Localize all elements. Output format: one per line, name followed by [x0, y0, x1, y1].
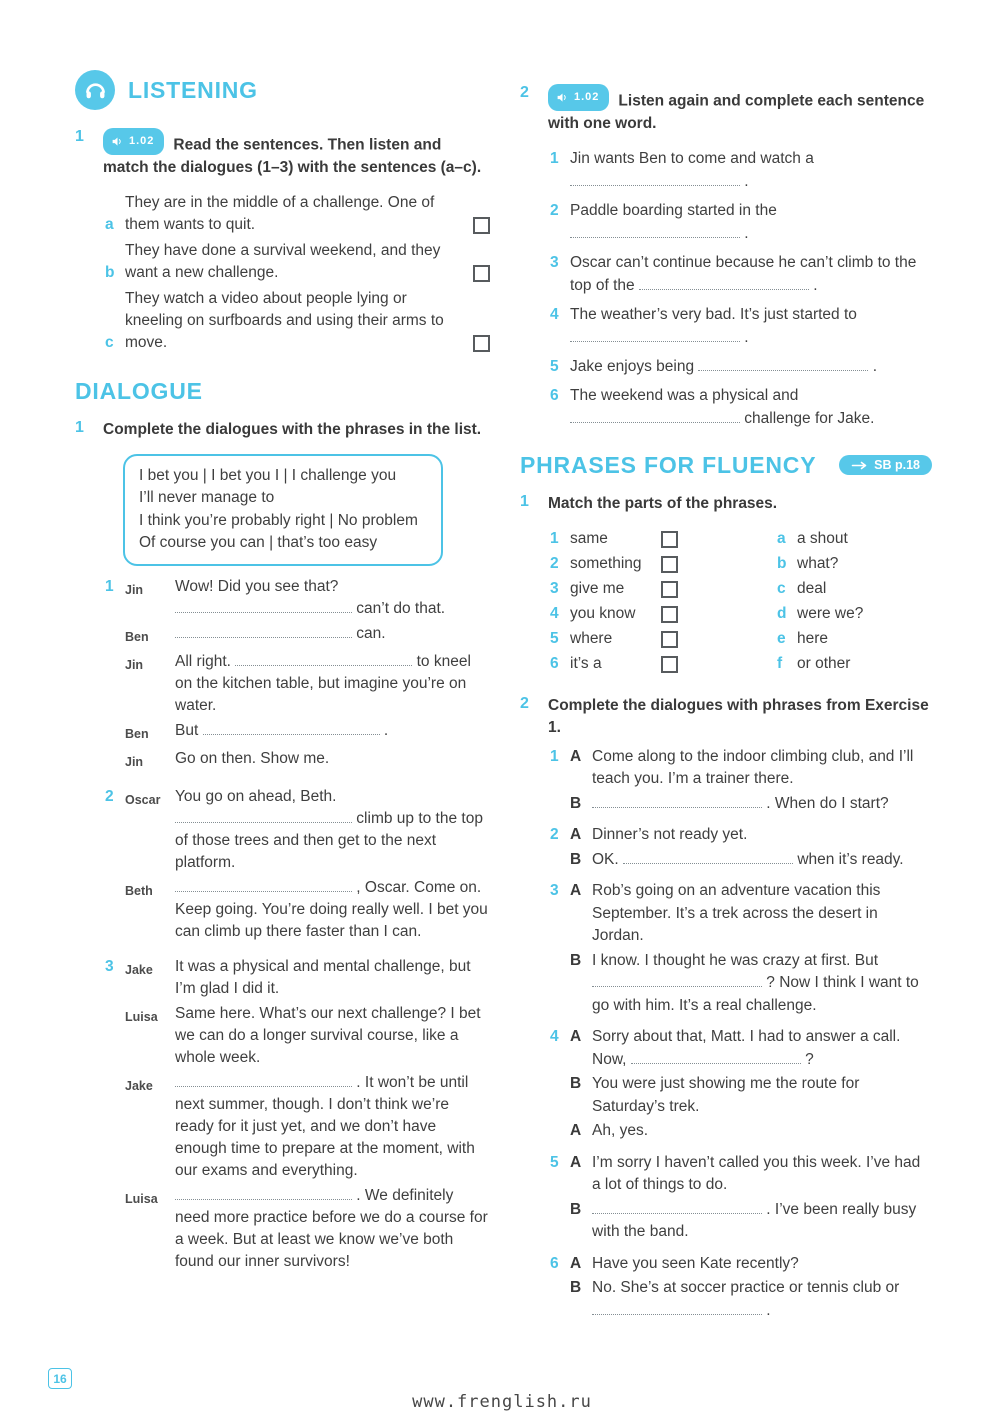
page-number: 16: [48, 1368, 72, 1389]
answer-checkbox[interactable]: [661, 556, 678, 573]
mini-dialogue: [520, 1152, 932, 1246]
match-item-text: it’s a: [570, 655, 602, 672]
mini-dialogue-line: [570, 849, 932, 872]
dialogue-line: [125, 1003, 490, 1069]
exercise-instruction: [103, 128, 490, 179]
dialogue-line: [125, 1185, 490, 1273]
speaker-role: A: [570, 1122, 582, 1139]
answer-checkbox[interactable]: [661, 656, 678, 673]
dialogue-number: 2: [550, 826, 559, 843]
match-item-number: 3: [550, 580, 559, 597]
gap-sentence: [520, 384, 932, 430]
speaker-role: B: [570, 951, 582, 969]
sentence-number: 2: [550, 201, 559, 219]
answer-blank[interactable]: [175, 600, 352, 613]
dialogue-text: Have you seen Kate recently?: [592, 1254, 799, 1272]
mini-dialogue-line: [570, 1026, 932, 1071]
instruction-text: Complete the dialogues with phrases from Exercise 1.: [548, 696, 929, 736]
sentence-number: 6: [550, 386, 559, 404]
exercise-number: 1: [75, 418, 84, 436]
dialogue-line: [125, 956, 490, 1000]
audio-track-number: 1.02: [129, 135, 155, 147]
dialogue-text: Dinner’s not ready yet.: [592, 826, 748, 843]
right-column: [520, 0, 932, 1324]
dialogue-text: I’m sorry I haven’t called you this week. I’ve had a lot of things to do.: [592, 1153, 921, 1193]
speaker-role: B: [570, 1279, 582, 1296]
answer-blank[interactable]: [175, 810, 352, 823]
dialogue-text: Come along to the indoor climbing club, and I’ll teach you. I’m a trainer there.: [592, 747, 914, 787]
dialogue-text: OK. when it’s ready.: [592, 850, 904, 868]
answer-blank[interactable]: [623, 851, 793, 864]
speaker-name: Luisa: [125, 1009, 158, 1024]
dialogue-number: 3: [105, 957, 114, 975]
mini-dialogue: [520, 1253, 932, 1325]
sentence-text: The weather’s very bad. It’s just started to .: [570, 305, 857, 346]
match-item-number: 6: [550, 655, 559, 672]
phrase-line: Of course you can | that’s too easy: [139, 534, 378, 551]
match-item-text: were we?: [797, 605, 864, 622]
dialogue-list: [75, 576, 490, 1276]
dialogue-line: [125, 651, 490, 717]
match-item-text: or other: [797, 655, 851, 672]
speaker-role: A: [570, 1153, 582, 1171]
dialogue-number: 3: [550, 882, 559, 899]
match-item-text: where: [570, 630, 613, 647]
answer-checkbox[interactable]: [473, 217, 490, 234]
instruction-text: Read the sentences. Then listen and match the dialogues (1–3) with the sentences (a–c).: [103, 136, 482, 176]
match-item-letter: c: [777, 580, 786, 597]
sentence-text: Jin wants Ben to come and watch a .: [570, 149, 814, 190]
answer-checkbox[interactable]: [473, 265, 490, 282]
speaker-role: A: [570, 826, 582, 843]
match-item-text: give me: [570, 580, 625, 597]
answer-blank[interactable]: [592, 1201, 762, 1214]
student-book-reference-badge: [839, 455, 932, 475]
answer-checkbox[interactable]: [661, 531, 678, 548]
answer-blank[interactable]: [570, 225, 740, 238]
listening-heading: LISTENING: [128, 76, 258, 103]
sentence-number: 5: [550, 357, 559, 375]
dialogue-group: [75, 576, 490, 776]
dialogue-heading: DIALOGUE: [75, 377, 203, 404]
dialogue-text: It was a physical and mental challenge, but I’m glad I did it.: [175, 957, 471, 997]
match-right-item: [777, 652, 863, 677]
answer-blank[interactable]: [175, 1187, 352, 1200]
speaker-role: B: [570, 1075, 582, 1092]
dialogue-number: 6: [550, 1254, 559, 1272]
gap-sentence: [520, 303, 932, 349]
speaker-name: Beth: [125, 883, 153, 898]
mini-dialogue-line: [570, 1199, 932, 1244]
mini-dialogue-line: [570, 746, 932, 791]
speaker-role: A: [570, 1254, 582, 1272]
dialogue-line: [125, 748, 490, 773]
mini-dialogue-lines: [570, 1026, 932, 1145]
dialogue-number: 1: [105, 577, 114, 595]
mini-dialogue-line: [570, 950, 932, 1018]
phrase-line: I’ll never manage to: [139, 489, 275, 506]
listening-section-header: [75, 70, 490, 110]
dialogue-number: 2: [105, 787, 114, 805]
speaker-name: Jake: [125, 962, 153, 977]
answer-checkbox[interactable]: [661, 631, 678, 648]
answer-blank[interactable]: [592, 795, 762, 808]
dialogue-line: [125, 720, 490, 745]
speaker-name: Luisa: [125, 1191, 158, 1206]
option-text: They watch a video about people lying or kneeling on surfboards and using their arms to move.: [125, 289, 444, 351]
dialogue-text: You were just showing me the route for Saturday’s trek.: [592, 1075, 860, 1115]
dialogue-text: You go on ahead, Beth. climb up to the top of those trees and then get to the next platform.: [175, 787, 483, 871]
mini-dialogue-lines: [570, 1152, 932, 1246]
match-left-item: [550, 627, 695, 652]
answer-blank[interactable]: [570, 329, 740, 342]
fluency-section-header: [520, 452, 932, 479]
answer-blank[interactable]: [175, 625, 352, 638]
sentence-number: 4: [550, 305, 559, 323]
dialogue-text: Rob’s going on an adventure vacation this September. It’s a trek across the desert in Jordan.: [592, 882, 881, 944]
match-item-number: 5: [550, 630, 559, 647]
match-item-letter: f: [777, 655, 783, 672]
mini-dialogue: [520, 824, 932, 873]
dialogue-lines: [125, 576, 490, 776]
speaker-name: Jake: [125, 1078, 153, 1093]
speaker-icon: [556, 91, 569, 104]
instruction-text: Match the parts of the phrases.: [548, 494, 778, 512]
fluency-ex2-dialogues: [520, 746, 932, 1325]
listening-ex2-header: [520, 84, 932, 135]
speaker-name: Ben: [125, 629, 149, 644]
mini-dialogue-line: [570, 1073, 932, 1118]
match-item-text: you know: [570, 605, 636, 622]
audio-track-number: 1.02: [574, 91, 600, 103]
mini-dialogue-lines: [570, 1253, 932, 1325]
mini-dialogue-line: [570, 793, 932, 816]
match-right-item: [777, 627, 863, 652]
fluency-ex1-header: [520, 493, 932, 515]
dialogue-line: [125, 576, 490, 620]
watermark-text: www.frenglish.ru: [412, 1392, 592, 1412]
exercise-number: 1: [520, 492, 529, 510]
match-item-text: something: [570, 555, 642, 572]
answer-blank[interactable]: [235, 653, 412, 666]
listening-ex1-header: [75, 128, 490, 179]
answer-checkbox[interactable]: [473, 335, 490, 352]
dialogue-text: Sorry about that, Matt. I had to answer a call. Now, ?: [592, 1028, 901, 1068]
sentence-text: The weekend was a physical and challenge for Jake.: [570, 386, 875, 427]
match-item-number: 4: [550, 605, 559, 622]
dialogue-group: [75, 786, 490, 946]
match-right-column: [777, 527, 863, 677]
answer-blank[interactable]: [631, 1051, 801, 1064]
match-item-letter: d: [777, 605, 787, 622]
gap-sentence: [520, 355, 932, 378]
dialogue-text: . We definitely need more practice before we do a course for a week. But at least we know we’ve both found our inner survivors!: [175, 1186, 488, 1270]
sentence-text: Oscar can’t continue because he can’t climb to the top of the .: [570, 253, 917, 294]
answer-blank[interactable]: [175, 879, 352, 892]
fluency-ex2-header: [520, 695, 932, 739]
answer-checkbox[interactable]: [661, 581, 678, 598]
answer-blank[interactable]: [639, 277, 809, 290]
answer-checkbox[interactable]: [661, 606, 678, 623]
sentence-number: 3: [550, 253, 559, 271]
sentence-text: Paddle boarding started in the .: [570, 201, 777, 242]
option-text: They are in the middle of a challenge. One of them wants to quit.: [125, 193, 435, 233]
speaker-role: B: [570, 1200, 582, 1218]
instruction-text: Listen again and complete each sentence with one word.: [548, 92, 925, 132]
audio-track-badge: [548, 84, 609, 111]
match-left-item: [550, 602, 695, 627]
match-item-letter: a: [777, 530, 786, 547]
headphones-icon: [75, 70, 115, 110]
speaker-role: B: [570, 794, 582, 812]
dialogue-lines: [125, 786, 490, 946]
instruction-text: Complete the dialogues with the phrases in the list.: [103, 420, 482, 438]
gap-sentence: [520, 251, 932, 297]
mini-dialogue: [520, 880, 932, 1019]
exercise-number: 1: [75, 128, 84, 145]
sentence-option: [75, 240, 490, 284]
answer-blank[interactable]: [203, 722, 380, 735]
speaker-role: A: [570, 747, 582, 765]
dialogue-line: [125, 877, 490, 943]
speaker-name: Ben: [125, 726, 149, 741]
mini-dialogue-line: [570, 1152, 932, 1197]
speaker-role: B: [570, 850, 582, 868]
gap-sentence: [520, 147, 932, 193]
dialogue-text: Wow! Did you see that? can’t do that.: [175, 577, 446, 617]
answer-blank[interactable]: [592, 974, 762, 987]
match-right-item: [777, 527, 863, 552]
dialogue-text: , Oscar. Come on. Keep going. You’re doing really well. I bet you can climb up there faster than I can.: [175, 878, 488, 940]
answer-blank[interactable]: [698, 358, 868, 371]
speaker-name: Jin: [125, 657, 144, 672]
exercise-instruction: [548, 493, 932, 515]
dialogue-ex1-header: [75, 419, 490, 441]
match-item-text: what?: [797, 555, 839, 572]
mini-dialogue-line: [570, 824, 932, 847]
phrase-line: I bet you | I bet you I | I challenge you: [139, 466, 397, 484]
answer-blank[interactable]: [592, 1302, 762, 1315]
dialogue-lines: [125, 956, 490, 1276]
answer-blank[interactable]: [570, 173, 740, 186]
speaker-name: Jin: [125, 582, 144, 597]
match-item-number: 1: [550, 530, 559, 547]
match-item-text: deal: [797, 580, 827, 597]
match-exercise: [520, 527, 932, 677]
listening-ex1-options: [75, 192, 490, 354]
dialogue-number: 1: [550, 747, 559, 765]
mini-dialogue-line: [570, 1120, 932, 1143]
mini-dialogue: [520, 746, 932, 818]
listening-ex2-sentences: [520, 147, 932, 430]
dialogue-text: . When do I start?: [592, 793, 932, 816]
dialogue-text: can.: [175, 623, 490, 648]
dialogue-group: [75, 956, 490, 1276]
dialogue-text: Go on then. Show me.: [175, 749, 330, 767]
speaker-name: Jin: [125, 754, 144, 769]
phrase-word-box: [123, 454, 443, 566]
exercise-instruction: [103, 419, 490, 441]
sb-reference-text: SB p.18: [874, 458, 920, 472]
match-left-column: [550, 527, 695, 677]
dialogue-text: Same here. What’s our next challenge? I bet we can do a longer survival course, like a whole week.: [175, 1004, 481, 1066]
answer-blank[interactable]: [175, 1074, 352, 1087]
match-item-letter: e: [777, 630, 786, 647]
speaker-icon: [111, 135, 124, 148]
mini-dialogue: [520, 1026, 932, 1145]
dialogue-text: No. She’s at soccer practice or tennis club or .: [592, 1279, 900, 1319]
match-item-text: a shout: [797, 530, 848, 547]
sentence-text: Jake enjoys being .: [570, 357, 878, 375]
option-letter: c: [105, 333, 114, 351]
mini-dialogue-line: [570, 1253, 932, 1276]
dialogue-text: . I’ve been really busy with the band.: [592, 1200, 917, 1240]
dialogue-number: 4: [550, 1028, 559, 1045]
dialogue-number: 5: [550, 1153, 559, 1171]
match-right-item: [777, 602, 863, 627]
match-right-item: [777, 577, 863, 602]
option-letter: a: [105, 215, 114, 233]
dialogue-line: [125, 623, 490, 648]
sentence-option: [75, 288, 490, 354]
match-item-number: 2: [550, 555, 559, 572]
dialogue-text: . It won’t be until next summer, though. I don’t think we’re ready for it just yet, and we don’t have enough time to prepare at the moment, with our exams and everything.: [175, 1073, 475, 1179]
mini-dialogue-lines: [570, 746, 932, 818]
exercise-instruction: [548, 695, 932, 739]
dialogue-line: [125, 1072, 490, 1182]
dialogue-line: [125, 786, 490, 874]
left-column: [75, 0, 490, 1276]
dialogue-text: I know. I thought he was crazy at first. But ? Now I think I want to go with him. It’s a real challenge.: [592, 951, 919, 1014]
gap-sentence: [520, 199, 932, 245]
option-text: They have done a survival weekend, and they want a new challenge.: [125, 241, 441, 281]
fluency-heading: PHRASES FOR FLUENCY: [520, 451, 817, 478]
match-left-item: [550, 577, 695, 602]
speaker-role: A: [570, 882, 582, 899]
speaker-name: Oscar: [125, 792, 161, 807]
dialogue-text: All right. to kneel on the kitchen table, but imagine you’re on water.: [175, 652, 471, 714]
match-item-text: same: [570, 530, 608, 547]
match-left-item: [550, 552, 695, 577]
match-left-item: [550, 527, 695, 552]
mini-dialogue-lines: [570, 824, 932, 873]
exercise-number: 2: [520, 694, 529, 712]
sentence-option: [75, 192, 490, 236]
exercise-instruction: [548, 84, 932, 135]
mini-dialogue-line: [570, 1277, 932, 1322]
dialogue-text: But .: [175, 721, 389, 739]
speaker-role: A: [570, 1028, 582, 1045]
answer-blank[interactable]: [570, 410, 740, 423]
sentence-number: 1: [550, 149, 559, 167]
audio-track-badge: [103, 128, 164, 155]
mini-dialogue-lines: [570, 880, 932, 1019]
option-letter: b: [105, 263, 115, 281]
right-arrow-icon: [851, 461, 868, 470]
match-left-item: [550, 652, 695, 677]
mini-dialogue-line: [570, 880, 932, 948]
match-right-item: [777, 552, 863, 577]
exercise-number: 2: [520, 84, 529, 101]
dialogue-text: Ah, yes.: [592, 1122, 648, 1139]
phrase-line: I think you’re probably right | No problem: [139, 511, 418, 529]
match-item-letter: b: [777, 555, 787, 572]
match-item-text: here: [797, 630, 829, 647]
